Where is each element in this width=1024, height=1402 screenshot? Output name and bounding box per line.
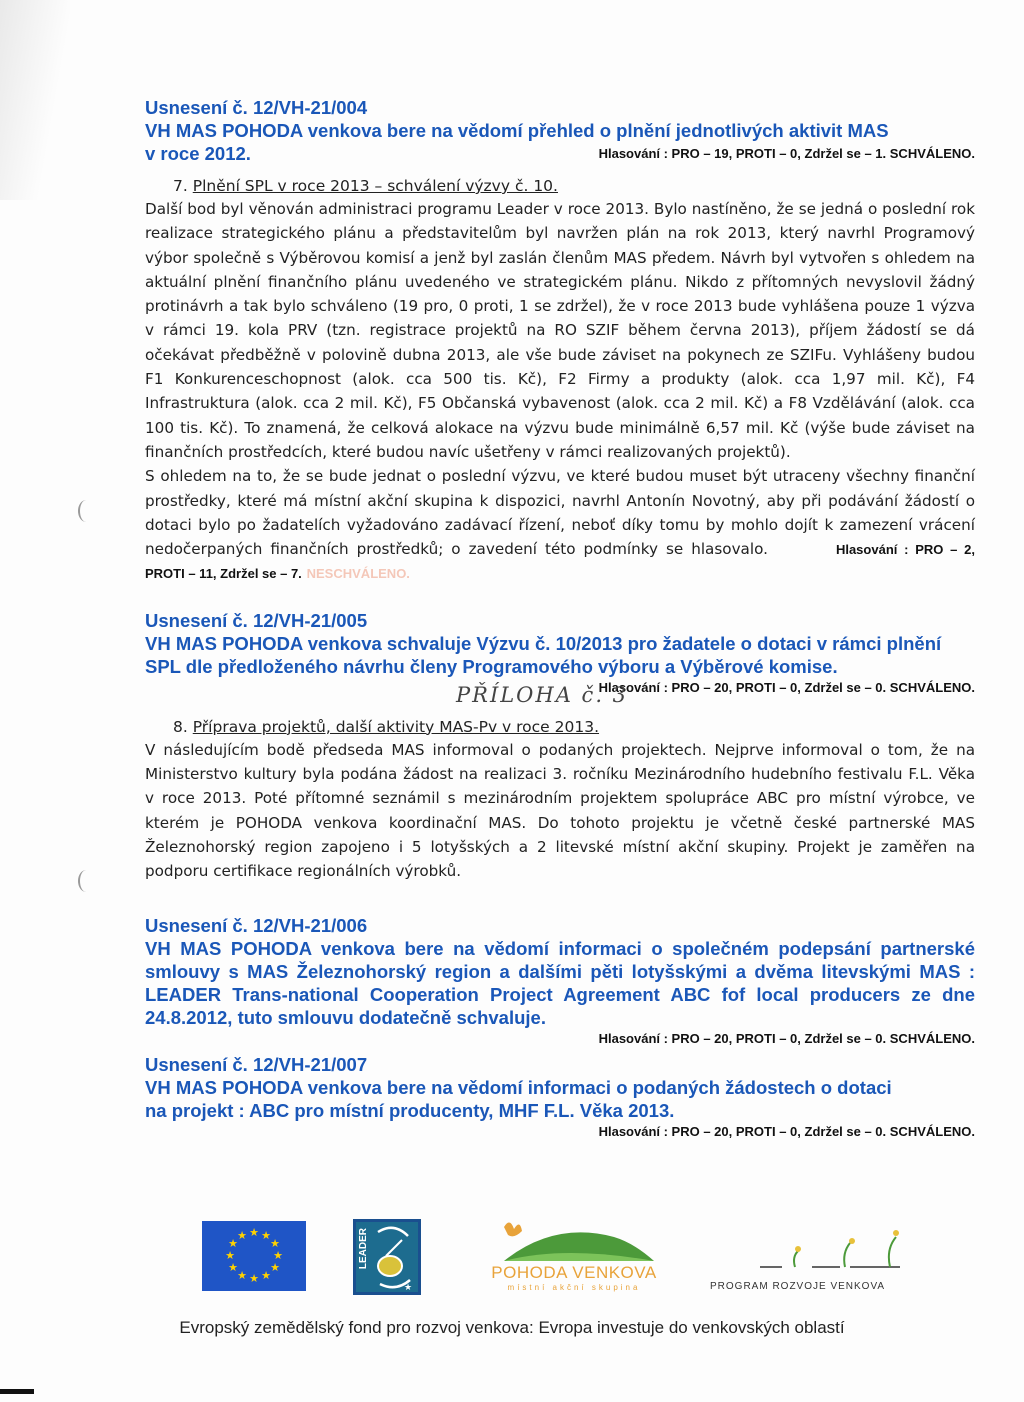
svg-text:★: ★ [249, 1272, 259, 1285]
paragraph: V následujícím bodě předseda MAS informoval o podaných projektech. Nejprve informoval o tom, že na Ministerstvo kultury byla podána žádost na realizaci 3. ročníku Mezinárodního hudebního festivalu F.L. Věka v roce 2013. Poté přítomné seznámil s mezinárodním projektem spolupráce ABC pro místní výrobce, ve kterém je POHODA venkova koordinační MAS. Do tohoto projektu je včetně české partnerské MAS Železnohorský region zapojeno i 5 lotyšských a 2 litevské místní akční skupiny. Projekt je zaměřen na podporu certifikace regionálních výrobků. [145, 740, 975, 881]
pohoda-venkova-logo [484, 1215, 664, 1295]
leader-logo-text: LEADER [358, 1228, 369, 1270]
vote-status: NESCHVÁLENO. [306, 566, 410, 582]
svg-text:★: ★ [228, 1261, 238, 1274]
svg-text:★: ★ [249, 1226, 259, 1239]
prv-logo [700, 1223, 900, 1303]
vote-result: Hlasování : PRO – 19, PROTI – 0, Zdržel se – 1. SCHVÁLENO. [598, 146, 975, 161]
resolution-text: na projekt : ABC pro místní producenty, MHF F.L. Věka 2013. [145, 1099, 675, 1121]
section-8 [145, 716, 975, 884]
eu-flag-logo [202, 1221, 306, 1291]
vote-result: Hlasování : PRO – 2, PROTI – 11, Zdržel se – 7. [145, 542, 976, 582]
resolution-number: Usnesení č. 12/VH-21/004 [145, 97, 368, 118]
svg-text:★: ★ [228, 1237, 238, 1250]
paragraph [145, 464, 975, 586]
vote-result: Hlasování : PRO – 20, PROTI – 0, Zdržel se – 0. SCHVÁLENO. [598, 1123, 975, 1139]
section-7 [145, 175, 975, 587]
vote-result: Hlasování : PRO – 20, PROTI – 0, Zdržel se – 0. SCHVÁLENO. [598, 1030, 975, 1046]
pohoda-logo-subtitle: místní akční skupina [507, 1283, 641, 1292]
paragraph-text: S ohledem na to, že se bude jednat o poslední výzvu, ve které budou muset být utraceny všechny finanční prostředky, které má místní akční skupina k dispozici, navrhl Antonín Novotný, aby při podávání žádostí o dotaci bylo po žadatelích vyžadováno zadávací řízení, neboť díky tomu by mohlo dojít k zamezení vrácení nedočerpaných finančních prostředků; o zavedení této podmínky se hlasovalo. [145, 467, 975, 559]
svg-text:★: ★ [273, 1249, 283, 1262]
resolution-006 [145, 914, 975, 1049]
section-number: 8. [173, 717, 188, 736]
section-title [173, 175, 975, 197]
resolution-007 [145, 1053, 975, 1142]
prv-logo-text: PROGRAM ROZVOJE VENKOVA [710, 1281, 886, 1292]
document-content [145, 96, 975, 1142]
section-number: 7. [173, 177, 188, 195]
svg-text:★: ★ [237, 1229, 247, 1242]
resolution-text: v roce 2012. [145, 143, 251, 164]
vote-result: Hlasování : PRO – 20, PROTI – 0, Zdržel se – 0. SCHVÁLENO. [598, 679, 975, 695]
punch-hole-mark [78, 500, 94, 522]
eu-stars-icon [202, 1221, 306, 1291]
svg-text:★: ★ [261, 1269, 271, 1282]
svg-text:★: ★ [261, 1229, 271, 1242]
svg-text:★: ★ [404, 1283, 413, 1292]
resolution-text: VH MAS POHODA venkova schvaluje Výzvu č. 10/2013 pro žadatele o dotaci v rámci plnění SPL dle předloženého návrhu členy Programového výboru a Výběrové komise. [145, 632, 942, 677]
scan-shadow [0, 0, 70, 200]
scan-mark [0, 1389, 34, 1394]
resolution-line [145, 142, 975, 165]
resolution-number: Usnesení č. 12/VH-21/007 [145, 1053, 368, 1075]
resolution-004 [145, 96, 975, 165]
handwritten-annotation: PŘÍLOHA č. 3 [456, 683, 629, 707]
resolution-number: Usnesení č. 12/VH-21/005 [145, 609, 368, 631]
resolution-text: VH MAS POHODA venkova bere na vědomí informaci o společném podepsání partnerské smlouvy s MAS Železnohorský region a dalšími pěti lotyšskými a dvěma litevskými MAS : LEADER Trans-national Cooperation Project Agreement ABC fof local producers ze dne 24.8.2012, tuto smlouvu dodatečně schvaluje. [145, 937, 975, 1028]
svg-text:★: ★ [270, 1237, 280, 1250]
svg-text:★: ★ [270, 1261, 280, 1274]
footer-text: Evropský zemědělský fond pro rozvoj venkova: Evropa investuje do venkovských oblastí [179, 1318, 845, 1337]
resolution-text: VH MAS POHODA venkova bere na vědomí informaci o podaných žádostech o dotaci [145, 1076, 892, 1098]
svg-text:★: ★ [225, 1249, 235, 1262]
paragraph: Další bod byl věnován administraci programu Leader v roce 2013. Bylo nastíněno, že se jedná o poslední rok realizace strategického plánu a představitelům byl navržen plán na rok 2013, který navrhl Programový výbor společně s Výběrovou komisí a jenž byl zaslán členům MAS předem. Návrh byl vytvořen s ohledem na aktuální plnění finančního plánu uvedeného ve strategickém plánu. Nikdo z přítomných nevyslovil žádný protinávrh a tak bylo schváleno (19 pro, 0 proti, 1 se zdržel), že v roce 2013 bude vyhlášena pouze 1 výzva v rámci 19. kola PRV (tzn. registrace projektů na RO SZIF během června 2013), příjem žádostí se dá očekávat předběžně v polovině dubna 2013, ale vše bude záviset na pokynech ze SZIFu. Vyhlášeny budou F1 Konkurenceschopnost (alok. cca 500 tis. Kč), F2 Firmy a produkty (alok. cca 1,97 mil. Kč), F4 Infrastruktura (alok. cca 2 mil. Kč), F5 Občanská vybavenost (alok. cca 2 mil. Kč) a F8 Vzdělávání (alok. cca 100 tis. Kč). To znamená, že celková alokace na výzvu bude minimálně 6,57 mil. Kč (výše bude záviset na finančních prostředcích, které budou navíc ušetřeny v rámci realizovaných projektů). [145, 200, 975, 461]
hill-butterfly-icon [484, 1215, 664, 1265]
section-heading: Plnění SPL v roce 2013 – schválení výzvy č. 10. [192, 177, 558, 195]
leader-emblem-icon [356, 1222, 418, 1292]
section-heading: Příprava projektů, další aktivity MAS-Pv v roce 2013. [192, 717, 600, 736]
sprout-icon [700, 1223, 900, 1278]
leader-logo [353, 1219, 421, 1295]
svg-text:★: ★ [237, 1269, 247, 1282]
punch-hole-mark [78, 870, 94, 892]
section-title [173, 716, 975, 738]
resolution-number: Usnesení č. 12/VH-21/006 [145, 914, 368, 936]
resolution-text: VH MAS POHODA venkova bere na vědomí přehled o plnění jednotlivých aktivit MAS [145, 120, 889, 141]
pohoda-logo-name: POHODA VENKOVA [491, 1263, 657, 1282]
logo-bar [0, 1215, 1024, 1305]
